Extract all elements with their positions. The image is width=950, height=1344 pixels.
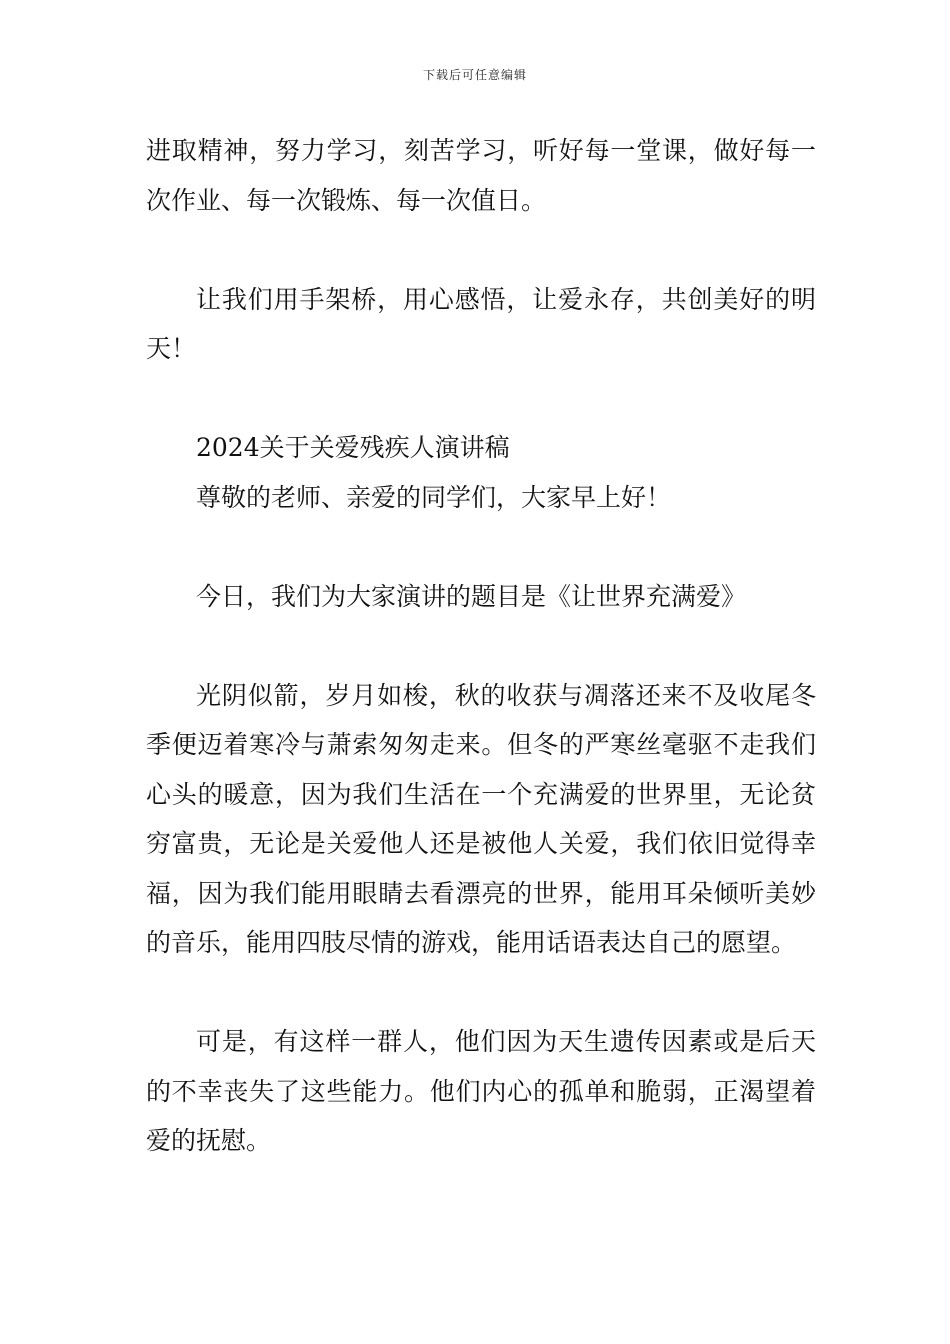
paragraph-gap xyxy=(146,374,816,424)
paragraph-gap xyxy=(146,621,816,671)
document-body xyxy=(146,126,816,1166)
paragraph-topic: 今日，我们为大家演讲的题目是《让世界充满爱》 xyxy=(196,581,747,611)
paragraph-gap xyxy=(146,522,816,572)
paragraph-last: 可是，有这样一群人，他们因为天生遗传因素或是后天的不幸丧失了这些能力。他们内心的孤单和脆弱，正渴望着爱的抚慰。 xyxy=(146,1027,816,1155)
header-note: 下载后可任意编辑 xyxy=(422,68,527,82)
paragraph-gap xyxy=(146,968,816,1018)
paragraph-main: 光阴似箭，岁月如梭，秋的收获与凋落还来不及收尾冬季便迈着寒冷与萧索匆匆走来。但冬的严寒丝毫驱不走我们心头的暖意，因为我们生活在一个充满爱的世界里，无论贫穷富贵，无论是关爱他人还是被他人关爱，我们依旧觉得幸福，因为我们能用眼睛去看漂亮的世界，能用耳朵倾听美妙的音乐，能用四肢尽情的游戏，能用话语表达自己的愿望。 xyxy=(146,680,816,957)
speech-greeting: 尊敬的老师、亲爱的同学们，大家早上好！ xyxy=(196,482,672,512)
paragraph-closing: 让我们用手架桥，用心感悟，让爱永存，共创美好的明天！ xyxy=(146,284,816,363)
paragraph-continuation: 进取精神，努力学习，刻苦学习，听好每一堂课，做好每一次作业、每一次锻炼、每一次值日。 xyxy=(146,136,816,215)
paragraph-gap xyxy=(146,225,816,275)
speech-title: 2024关于关爱残疾人演讲稿 xyxy=(196,433,510,462)
